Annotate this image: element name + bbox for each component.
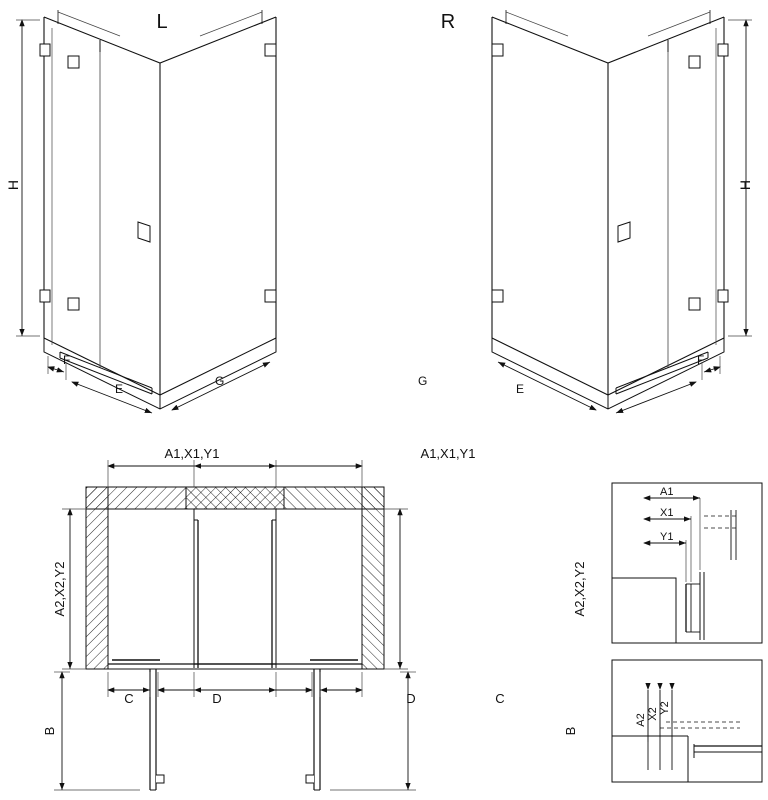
detail-view-bottom xyxy=(612,660,762,782)
dim-y1-detail: Y1 xyxy=(660,531,674,543)
dim-f-right: F xyxy=(697,353,705,367)
dim-e-right: E xyxy=(516,382,525,396)
dim-h-left: H xyxy=(5,179,21,191)
dim-c-right: C xyxy=(495,691,505,706)
iso-view-right-labels xyxy=(418,11,753,396)
dim-g-left: G xyxy=(215,374,225,388)
variant-label-right: R xyxy=(440,11,456,33)
dim-d-right: D xyxy=(406,691,416,706)
dim-g-right: G xyxy=(418,374,428,388)
dim-f-left: F xyxy=(63,353,71,367)
detail-view-top xyxy=(612,483,762,643)
dim-x1-detail: X1 xyxy=(660,507,674,519)
dim-d-left: D xyxy=(212,691,222,706)
dim-b-right: B xyxy=(563,726,578,736)
dim-a1-detail: A1 xyxy=(660,486,674,498)
plan-view-right xyxy=(186,460,416,790)
dim-a1x1y1-right: A1,X1,Y1 xyxy=(420,446,476,461)
dim-a2x2y2-right: A2,X2,Y2 xyxy=(572,561,587,617)
iso-view-right xyxy=(492,10,752,413)
dim-y2-detail: Y2 xyxy=(659,701,671,715)
dim-c-left: C xyxy=(124,691,134,706)
dim-h-right: H xyxy=(737,179,753,191)
plan-view-right-labels xyxy=(406,446,587,735)
dim-a2-detail: A2 xyxy=(635,713,647,727)
iso-view-left xyxy=(5,10,276,413)
variant-label-left: L xyxy=(156,11,168,33)
dim-b-left: B xyxy=(42,726,57,736)
dim-a1x1y1-left: A1,X1,Y1 xyxy=(164,446,220,461)
dim-x2-detail: X2 xyxy=(647,707,659,721)
dim-a2x2y2-left: A2,X2,Y2 xyxy=(52,561,67,617)
dim-e-left: E xyxy=(115,382,124,396)
